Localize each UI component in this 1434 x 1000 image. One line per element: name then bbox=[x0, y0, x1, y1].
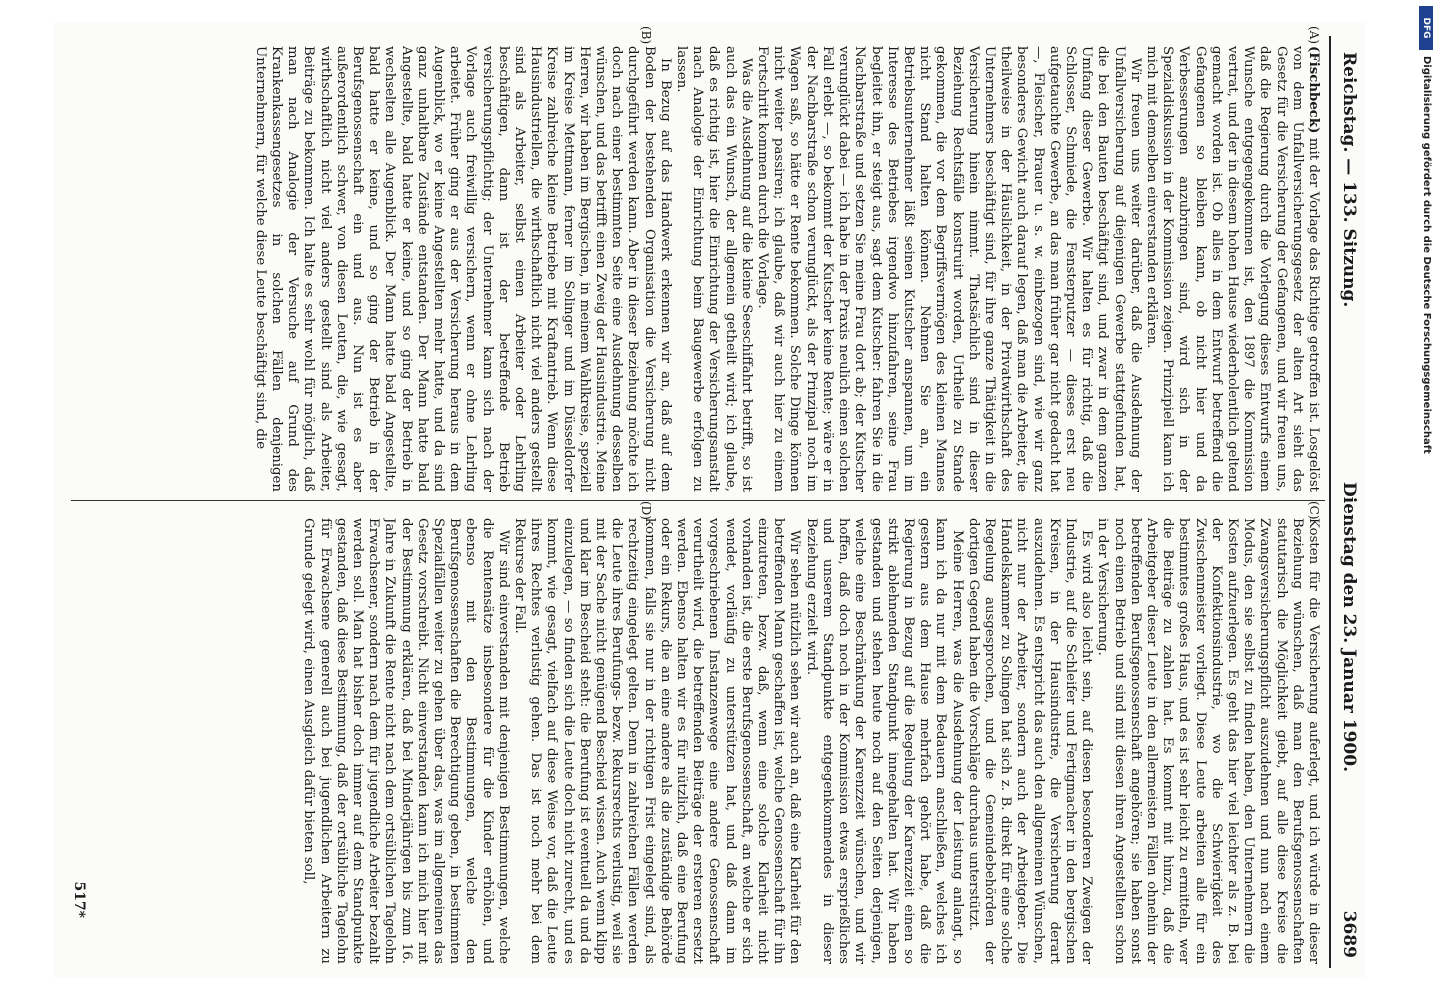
paragraph: Kosten für die Versicherung auferlegt, und ich würde in dieser Beziehung wünschen, daß man den Berufsgenossenschaften statutarisch die Möglichkeit giebt, auf alle diese Kreise die Zwangsversicherungspflicht auszudehnen und nun nach einem Modus, den sie selbst zu finden haben, den Unternehmern die Kosten aufzuerlegen. Es geht das hier viel leichter als z. B. bei der Konfektionsindustrie, wo die Schwierigkeit des Zwischenmeister vorliegt. Diese Leute arbeiten alle für ein bestimmtes großes Haus, und es ist sehr leicht zu ermitteln, wer die Beiträge zu zahlen hat. Es kommt mit hinzu, daß die Arbeitgeber dieser Leute in den allermeisten Fällen ohnehin der betreffenden Berufsgenossenschaft angehören; sie haben sonst noch einen Betrieb und sind mit diesen ihren Angestellten schon in der Versicherung. bbox=[1095, 518, 1321, 964]
paragraph: Meine Herren, was die Ausdehnung der Leistung anlangt, so kann ich da nur mit dem Bedauern anschließen, welches ich gestern aus dem Hause mehrfach gehört habe, daß die Regierung in Bezug auf die Regelung der Karenzzeit einen so strikt ablehnenden Standpunkt innegehalten hat. Wir haben gestanden und stehen heute noch auf den Seiten derjenigen, welche eine Beschränkung der Karenzzeit wünschen, und wir hoffen, daß doch noch in der Kommission etwas ersprießliches und unserem Standpunkte entgegenkommendes in dieser Beziehung erzielt wird. bbox=[803, 518, 965, 964]
right-column bbox=[81, 518, 1321, 964]
dfg-logo: DFG bbox=[1419, 6, 1433, 50]
paragraph: Es wird also leicht sein, auf diesen besonderen Zweigen der Industrie, auf die Schleifer und Fertigmacher in den bergischen Kreisen, in der Hausindustrie, die Versicherung derart auszudehnen. Es entspricht das auch den allgemeinen Wünschen, nicht nur der Arbeiter, sondern auch der Arbeitgeber. Die Handelskammer zu Solingen hat sich z. B. direkt für eine solche Regelung ausgesprochen, und die Gemeindebehörden der dortigen Gegend haben die Vorschläge durchaus unterstützt. bbox=[965, 518, 1095, 964]
digitization-credit: Digitalisierung gefördert durch die Deutsche Forschungsgemeinschaft bbox=[1421, 56, 1432, 454]
paragraph: Wir sind einverstanden mit denjenigen Bestimmungen, welche die Rentensätze insbesondere für die Kinder erhöhen, und ebenso mit den Bestimmungen, welche den Berufsgenossenschaften die Berechtigung geben, in bestimmten Spezialfällen weiter zu gehen über das, was im allgemeinen das Gesetz vorschreibt. Nicht einverstanden kann ich mich hier mit der Bestimmung erklären, daß bei Minderjährigen bis zum 16. Jahre in Zukunft die Rente nicht nach dem ortsüblichen Tagelohn Erwachsener, sondern nach dem für jugendliche Arbeiter bezahlt werden soll. Man hat bisher doch immer auf dem Standpunkte gestanden, daß diese Bestimmung, daß der ortsübliche Tagelohn für Erwachsene generell auch bei jugendlichen Arbeitern zu Grunde gelegt wird, einen Ausgleich dafür bieten soll, bbox=[301, 518, 511, 964]
margin-mark-a: (A) bbox=[1307, 26, 1321, 45]
speaker-name: (Fischbeck) bbox=[1306, 46, 1321, 134]
margin-mark-b: (B) bbox=[639, 26, 653, 45]
margin-mark-c: (C) bbox=[1307, 501, 1321, 520]
paragraph: Wir sehen nützlich sehen wir auch an, daß eine Klarheit für den betreffenden Mann geschaffen ist, welche Genossenschaft für ihn einzutreten, bezw. daß, wenn eine solche Klarheit nicht vorhanden ist, die erste Berufsgenossenschaft, an welche er sich wendet, vorläufig zu unterstützen hat, und daß dann im vorgeschriebenen Instanzenwege eine andere Genossenschaft verurtheilt wird, die betreffenden Beiträge der ersteren ersetzt werden. Ebenso halten wir es für nützlich, daß eine Berufung oder ein Rekurs, die an eine andere als die zuständige Behörde kommen, falls sie nur in der richtigen Frist eingelegt sind, als rechtzeitig eingelegt gelten. Denn in zahlreichen Fällen werden die Leute ihres Berufungs- bezw. Rekursrechts verlustig, weil sie mit der Sache nicht genügend Bescheid wissen. Auch wenn klipp und klar im Bescheid steht: die Berufung ist eventuell da und da einzulegen, — so finden sich die Leute doch nicht zurecht, und es kommt, wie gesagt, vielfach auf diese Weise vor, daß die Leute ihres Rechtes verlustig gehen. Das ist noch mehr bei dem Rekurse der Fall. bbox=[512, 518, 803, 964]
paragraph: Was die Ausdehnung auf die kleine Seeschiffahrt betrifft, so ist auch das ein Wunsch, der allgemein getheilt wird; ich glaube, daß es richtig ist, hier die Einrichtung der Versicherungsanstalt nach Analogie der Einrichtung beim Baugewerbe erfolgen zu lassen. bbox=[674, 46, 754, 492]
paragraph: (Fischbeck) mit der Vorlage das Richtige getroffen ist. Losgelöst von dem Unfallversicherungsgesetz der alten Art sieht das Gesetz für die Versicherung der Gefangenen, und wir freuen uns, daß die Regierung durch die Vorlegung dieses Entwurfs einem Wunsche entgegengekommen ist, den 1897 die Kommission vertrat, und der in diesem hohen Hause wiederholentlich geltend gemacht worden ist. Ob alles in dem Entwurf betreffend die Gefangenen so bleiben kann, ob nicht hier und da Verbesserungen anzubringen sind, wird sich in der Spezialdiskussion in der Kommission zeigen. Prinzipiell kann ich mich mit demselben einverstanden erklären. bbox=[1143, 46, 1321, 492]
header-rule bbox=[1329, 36, 1331, 968]
column-rule bbox=[71, 500, 1325, 501]
sheet-signature: 517* bbox=[71, 881, 87, 918]
margin-mark-d: (D) bbox=[639, 501, 653, 520]
newspaper-page bbox=[53, 22, 1365, 978]
page-number: 3689 bbox=[1339, 910, 1359, 958]
paragraph: Wir freuen uns weiter darüber, daß die Ausdehnung der Unfallversicherung auf diejenigen Gewerbe stattgefunden hat, die bei den Bauten beschäftigt sind, und zwar in dem ganzen Umfang dieser Gewerbe. Wir halten es für richtig, daß die Schlosser, Schmiede, die Fensterputzer — dieses erst neu aufgetauchte Gewerbe, an das man früher gar nicht gedacht hat —, Fleischer, Brauer u. s. w. einbezogen sind, wie wir ganz besonderes Gewicht auch darauf legen, daß man die Arbeiter, die theilweise in der Häuslichkeit, in der Privatwirthschaft des Unternehmers beschäftigt sind, für ihre ganze Thätigkeit in die Versicherung hinein nimmt. Thatsächlich sind in dieser Beziehung Rechtsfälle konstruirt worden, Urtheile zu Stande gekommen, die vor dem Begriffsvermögen des kleinen Mannes nicht Stand halten können. Nehmen Sie an, ein Betriebsunternehmer läßt seinen Kutscher anspannen, um im Interesse des Betriebes irgendwo hinzufahren, seine Frau begleitet ihn, er steigt aus, sagt dem Kutscher: fahren Sie in die Nachbarstraße und setzen Sie meine Frau dort ab; der Kutscher verunglückt dabei — ich habe in der Praxis neulich einen solchen Fall erlebt —, so bekommt der Kutscher keine Rente; wäre er in der Nachbarstraße schon verunglückt, als der Prinzipal noch im Wagen saß, so hätte er Rente bekommen. Solche Dinge können nicht weiter passiren; ich glaube, daß wir auch hier zu einem Fortschritt kommen durch die Vorlage. bbox=[755, 46, 1143, 492]
paragraph: In Bezug auf das Handwerk erkennen wir an, daß auf dem Boden der bestehenden Organisation die Versicherung nicht durchgeführt werden kann. Aber in dieser Beziehung möchte ich doch nach einer bestimmten Seite eine Ausdehnung desselben wünschen, und das betrifft einen Zweig der Hausindustrie. Meine Herren, wir haben im Bergischen, in meinem Wahlkreise, speziell im Kreise Mettmann, ferner im Solinger und im Düsseldorfer Kreise zahlreiche kleine Betriebe mit Kraftantrieb. Wenn diese Hausindustriellen, die wirthschaftlich nicht viel anders gestellt sind als Arbeiter, selbst einen Arbeiter oder Lehrling beschäftigen, dann ist der betreffende Betrieb versicherungspflichtig; der Unternehmer kann sich nach der Vorlage auch freiwillig versichern, wenn er ohne Lehrling arbeitet. Früher ging er aus der Versicherung heraus in dem Augenblick, wo er keine Angestellten mehr hatte, und da sind ganz unhaltbare Zustände entstanden. Der Mann hatte bald Angestellte, bald hatte er keine, und so ging der Betrieb in wechselten alle Augenblick. Der Mann hatte bald Angestellte, bald hatte er keine, und so ging der Betrieb in der Berufsgenossenschaft ein und aus. Nun ist es aber außerordentlich schwer, von diesen Leuten, die, wie gesagt, wirthschaftlich nicht viel anders gestellt sind als Arbeiter, Beiträge zu bekommen. Ich halte es sehr wohl für möglich, daß man nach Analogie der Versuche auf Grund des Krankenkassengesetzes in solchen Fällen denjenigen Unternehmern, für welche diese Leute beschäftigt sind, die bbox=[252, 46, 673, 492]
page-header-left: Reichstag. — 133. Sitzung. bbox=[1339, 52, 1359, 308]
page-header-date: Dienstag den 23. Januar 1900. bbox=[1339, 482, 1359, 772]
digitization-note bbox=[1418, 6, 1434, 596]
left-column bbox=[81, 46, 1321, 492]
